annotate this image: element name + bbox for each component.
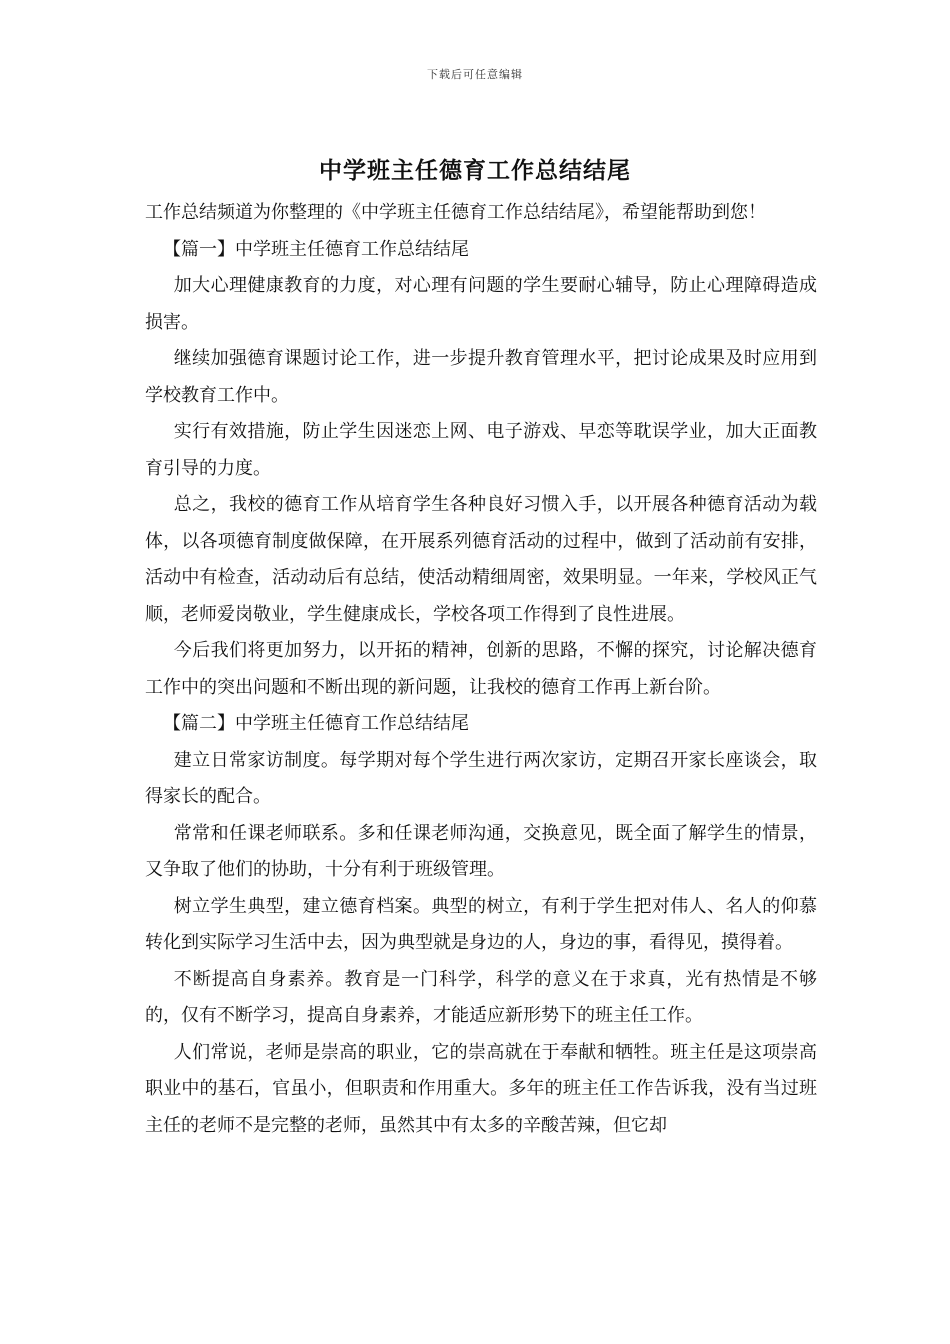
paragraph: 加大心理健康教育的力度，对心理有问题的学生要耐心辅导，防止心理障碍造成损害。 [145,275,817,333]
header-note: 下载后可任意编辑 [427,68,523,81]
paragraph: 实行有效措施，防止学生因迷恋上网、电子游戏、早恋等耽误学业，加大正面教育引导的力度。 [145,421,817,479]
paragraph: 常常和任课老师联系。多和任课老师沟通，交换意见，既全面了解学生的情景，又争取了他们的协助，十分有利于班级管理。 [145,822,817,880]
section-heading-2: 【篇二】中学班主任德育工作总结结尾 [163,713,469,734]
document-body [145,195,817,1144]
paragraph: 建立日常家访制度。每学期对每个学生进行两次家访，定期召开家长座谈会，取得家长的配合。 [145,749,817,807]
paragraph: 人们常说，老师是崇高的职业，它的崇高就在于奉献和牺牲。班主任是这项崇高职业中的基石，官虽小，但职责和作用重大。多年的班主任工作告诉我，没有当过班主任的老师不是完整的老师，虽然其中有太多的辛酸苦辣，但它却 [145,1041,817,1136]
paragraph: 树立学生典型，建立德育档案。典型的树立，有利于学生把对伟人、名人的仰慕转化到实际学习生活中去，因为典型就是身边的人，身边的事，看得见，摸得着。 [145,895,817,953]
paragraph: 今后我们将更加努力，以开拓的精神，创新的思路，不懈的探究，讨论解决德育工作中的突出问题和不断出现的新问题，让我校的德育工作再上新台阶。 [145,640,817,698]
paragraph: 总之，我校的德育工作从培育学生各种良好习惯入手，以开展各种德育活动为载体，以各项德育制度做保障，在开展系列德育活动的过程中，做到了活动前有安排，活动中有检查，活动动后有总结，使活动精细周密，效果明显。一年来，学校风正气顺，老师爱岗敬业，学生健康成长，学校各项工作得到了良性进展。 [145,494,817,625]
intro-paragraph: 工作总结频道为你整理的《中学班主任德育工作总结结尾》，希望能帮助到您！ [145,202,766,223]
section-heading-1: 【篇一】中学班主任德育工作总结结尾 [163,238,469,260]
paragraph: 继续加强德育课题讨论工作，进一步提升教育管理水平，把讨论成果及时应用到学校教育工作中。 [145,348,817,406]
paragraph: 不断提高自身素养。教育是一门科学，科学的意义在于求真，光有热情是不够的，仅有不断学习，提高自身素养，才能适应新形势下的班主任工作。 [145,968,817,1026]
document-title: 中学班主任德育工作总结结尾 [319,157,631,184]
